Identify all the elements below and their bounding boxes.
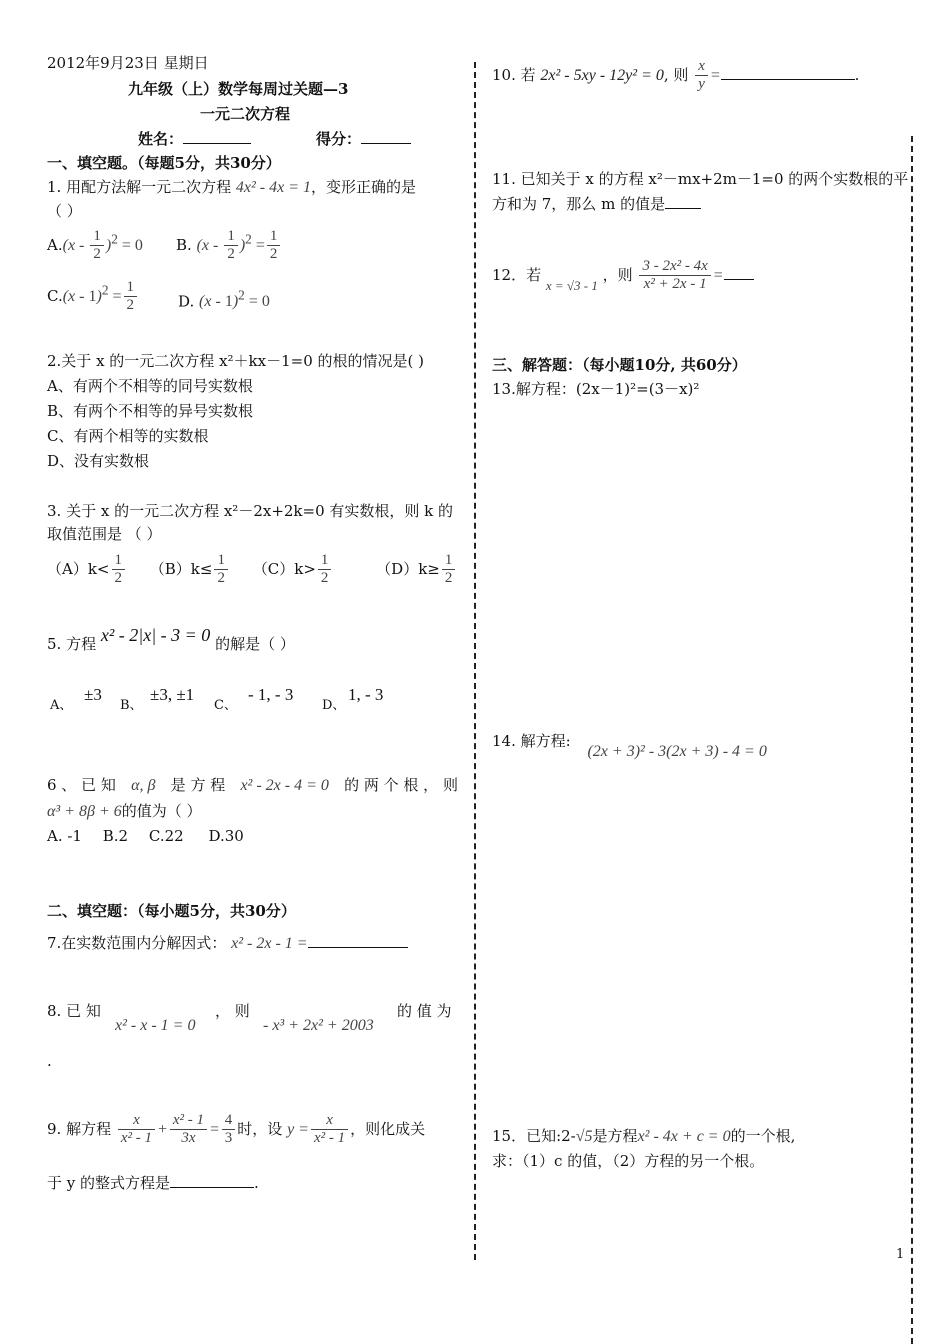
score-field-row	[316, 128, 411, 151]
q6-roots: α, β	[131, 777, 156, 794]
q8-stem	[47, 1000, 458, 1050]
q10-fraction: $\frac{x}{y}$	[695, 58, 708, 94]
q5-option-a-label[interactable]: A、	[50, 698, 73, 713]
section3-heading: 三、解答题：（每小题10分, 共60分）	[492, 356, 747, 374]
q14-label: 14. 解方程:	[492, 732, 571, 750]
q12-fraction: $\frac{\text{3 - 2x² - 4x}}{\text{x² + 2x - 1}}$	[639, 258, 710, 294]
q15-sqrt: √5	[575, 1128, 593, 1145]
name-field-row	[138, 128, 251, 151]
q5-option-b-label[interactable]: B、	[120, 698, 143, 713]
q1-paren: （ ）	[47, 202, 82, 220]
section1-heading: 一、填空题。（每题5分，共30分）	[47, 154, 281, 172]
q6-option-b[interactable]: B.2	[102, 827, 129, 845]
option-label: B.	[176, 235, 192, 254]
section2-heading: 二、填空题：（每小题5分，共30分）	[47, 902, 296, 920]
q3-option-d[interactable]: （D）k≥ $\frac{1}{2}$	[376, 552, 457, 588]
name-blank[interactable]	[183, 129, 251, 144]
q12-text-b: ，则	[602, 265, 633, 284]
q12-answer-blank[interactable]	[724, 265, 754, 280]
q15-equation: x² - 4x + c = 0	[637, 1128, 731, 1145]
name-label: 姓名：	[138, 130, 184, 148]
page-title: 九年级（上）数学每周过关题—3	[128, 80, 349, 98]
q8-text: 8. 已 知	[47, 1002, 101, 1020]
q15-stem-line1: 15．已知:2-√5是方程x² - 4x + c = 0的一个根,	[492, 1127, 796, 1145]
q8-equation: x² - x - 1 = 0	[115, 1017, 196, 1034]
q5-options	[50, 682, 450, 722]
q15-stem-line2: 求：（1）c 的值，（2）方程的另一个根。	[492, 1152, 765, 1170]
q1-equation: 4x² - 4x = 1	[235, 179, 311, 196]
q9-text-c: ，则化成关	[350, 1119, 426, 1138]
q14-equation: (2x + 3)² - 3(2x + 3) - 4 = 0	[587, 743, 767, 760]
column-divider	[474, 62, 476, 1260]
q9-text: 9. 解方程	[47, 1119, 112, 1138]
q5-option-c-label[interactable]: C、	[214, 698, 237, 713]
q1-text-b: ，变形正确的是	[311, 178, 417, 196]
q1-option-c[interactable]: C.(x - 1)$^2$ = $\frac{1}{2}$	[47, 279, 139, 315]
q6-text: 6 、 已 知	[47, 776, 116, 794]
q9-fraction-2: $\frac{\text{x² - 1}}{3x}$	[170, 1112, 207, 1148]
q5-option-d-value: 1, - 3	[348, 685, 384, 704]
q3-stem-line2: 取值范围是 （ ）	[47, 525, 162, 543]
q7-text: 7.在实数范围内分解因式：	[47, 934, 227, 952]
q13-stem: 13.解方程：(2x－1)²=(3－x)²	[492, 380, 700, 398]
q6-options	[47, 825, 244, 848]
q1-stem	[47, 176, 416, 201]
page-subtitle: 一元二次方程	[200, 105, 291, 123]
q5-tail: 的解是（ ）	[215, 635, 295, 653]
q6-text-c: 的 两 个 根 ， 则	[344, 776, 458, 794]
q11-answer-blank[interactable]	[665, 194, 701, 209]
q9-fraction-1: $\frac{x}{\text{x² - 1}}$	[118, 1112, 155, 1148]
q9-answer-blank[interactable]	[170, 1173, 254, 1188]
q7-answer-blank[interactable]	[308, 933, 408, 948]
q1-option-b[interactable]: B. (x - $\frac{1}{2}$ )$^2$ = $\frac{1}{2}$	[176, 228, 282, 264]
q6-text-d: 的值为（ ）	[121, 802, 202, 820]
score-blank[interactable]	[361, 129, 411, 144]
q7-expression: x² - 2x - 1 =	[231, 935, 308, 952]
q9-fraction-3: $\frac{4}{3}$	[222, 1112, 236, 1148]
q1-option-d[interactable]: D. (x - 1)$^2$ = 0	[178, 288, 270, 311]
q6-option-c[interactable]: C.22	[148, 827, 184, 845]
q1-option-a[interactable]: A.(x - $\frac{1}{2}$ )$^2$ = 0	[47, 228, 143, 263]
q5-stem	[47, 625, 295, 658]
q6-option-d[interactable]: D.30	[208, 827, 244, 845]
q6-stem-line2	[47, 800, 202, 825]
q9-substitution: y =	[287, 1120, 309, 1138]
q10-answer-blank[interactable]	[721, 65, 855, 80]
q3-option-b[interactable]: （B）k≤ $\frac{1}{2}$	[150, 552, 230, 588]
q5-option-a-value: ±3	[84, 685, 102, 704]
option-label: D.	[178, 292, 195, 311]
page-right-border	[911, 136, 913, 1344]
q10-stem: 10. 若 2x² - 5xy - 12y² = 0, 则 $\frac{x}{y}$ = .	[492, 58, 860, 93]
q8-expression: - x³ + 2x² + 2003	[263, 1017, 374, 1034]
q9-text-d: 于 y 的整式方程是	[47, 1174, 171, 1192]
q3-options	[47, 552, 457, 588]
page-number: 1	[896, 1247, 905, 1262]
date-line: 2012年9月23日 星期日	[47, 54, 209, 72]
q8-text-b: ， 则	[215, 1002, 250, 1020]
q2-option-b[interactable]: B、有两个不相等的异号实数根	[47, 402, 254, 420]
q9-stem-line2: 于 y 的整式方程是 .	[47, 1174, 259, 1192]
q12-condition: x = √3 - 1	[545, 277, 598, 293]
q11-stem-line2: 方和为 7，那么 m 的值是	[492, 193, 701, 216]
q12-text: 12．若	[492, 265, 542, 284]
q6-stem-line1	[47, 774, 458, 799]
q6-option-a[interactable]: A. -1	[47, 827, 82, 845]
q6-equation: x² - 2x - 4 = 0	[240, 777, 329, 794]
q6-expression: α³ + 8β + 6	[47, 803, 122, 820]
q9-fraction-4: $\frac{x}{\text{x² - 1}}$	[311, 1112, 348, 1148]
q2-option-c[interactable]: C、有两个相等的实数根	[47, 427, 209, 445]
q5-option-d-label[interactable]: D、	[322, 698, 346, 713]
q5-option-b-value: ±3, ±1	[150, 685, 195, 704]
q1-text: 1. 用配方法解一元二次方程	[47, 178, 232, 196]
q10-equation: 2x² - 5xy - 12y² = 0	[540, 66, 664, 84]
q2-option-a[interactable]: A、有两个不相等的同号实数根	[47, 377, 253, 395]
q9-text-b: 时，设	[237, 1119, 283, 1138]
q10-text: 10. 若	[492, 65, 536, 84]
q8-text-c: 的 值 为	[397, 1002, 452, 1020]
q2-stem: 2.关于 x 的一元二次方程 x²＋kx－1=0 的根的情况是( )	[47, 352, 424, 370]
q3-stem-line1: 3. 关于 x 的一元二次方程 x²－2x+2k=0 有实数根，则 k 的	[47, 502, 454, 520]
q15-text: 15．已知:2-	[492, 1127, 576, 1145]
score-label: 得分：	[316, 130, 362, 148]
q9-stem-line1: 9. 解方程 $\frac{x}{\text{x² - 1}}$ + $\frac{\text{x² - 1}}{3x}$ = $\frac{4}{3}$ 时，设 y = $\frac{x}{\text{x² - 1}}$ ，则化成关	[47, 1112, 426, 1147]
q12-stem: 12．若 x = √3 - 1 ，则 $\frac{\text{3 - 2x² - 4x}}{\text{x² + 2x - 1}}$ =	[492, 258, 754, 294]
q3-option-a[interactable]: （A）k< $\frac{1}{2}$	[47, 552, 127, 588]
q5-equation: x² - 2|x| - 3 = 0	[100, 625, 211, 645]
q11-stem-line1: 11. 已知关于 x 的方程 x²－mx+2m－1=0 的两个实数根的平	[492, 170, 909, 188]
q8-answer-line[interactable]: .	[47, 1052, 52, 1070]
option-label: C.	[47, 286, 63, 305]
q6-text-b: 是 方 程	[170, 776, 226, 794]
q3-option-c[interactable]: （C）k> $\frac{1}{2}$	[253, 552, 334, 588]
q2-option-d[interactable]: D、没有实数根	[47, 452, 150, 470]
q5-option-c-value: - 1, - 3	[248, 685, 294, 704]
q5-label: 5. 方程	[47, 635, 97, 653]
q14-stem	[492, 730, 767, 760]
q7-stem	[47, 932, 408, 957]
option-label: A.	[47, 235, 63, 254]
